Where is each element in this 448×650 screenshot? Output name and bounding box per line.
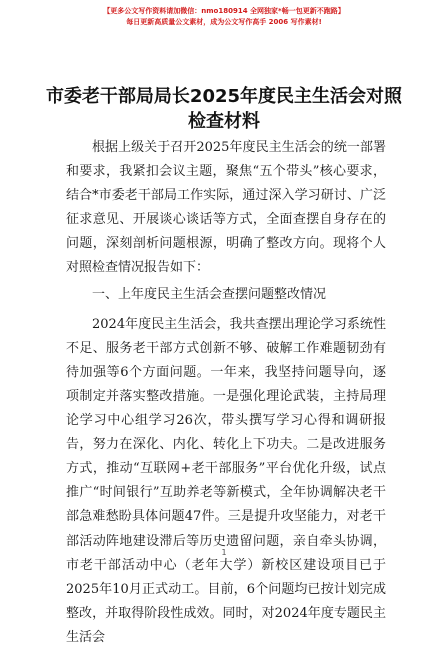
section-heading: 一、上年度民主生活会查摆问题整改情况	[92, 286, 327, 302]
intro-paragraph: 根据上级关于召开2025年度民主生活会的统一部署和要求，我紧扣会议主题，聚焦“五个带头”核心要求，结合*市委老干部局工作实际，通过深入学习研讨、广泛征求意见、开展谈心谈话等方式，全面查摆自身存在的问题，深刻剖析问题根源，明确了整改方向。现将个人对照检查情况报告如下：	[66, 140, 386, 276]
promo-banner	[0, 6, 448, 28]
promo-banner-line-1: 【更多公文写作资料请加微信：nmo180914 全网独家*畅一包更新不跑路】	[103, 7, 345, 15]
promo-banner-line-2: 每日更新高质量公文素材，成为公文写作高手 2006 写作素材!	[126, 18, 322, 26]
document-title: 市委老干部局局长2025年度民主生活会对照检查材料	[45, 86, 403, 132]
page-number: 1	[221, 548, 227, 557]
body-paragraph: 2024年度民主生活会，我共查摆出理论学习系统性不足、服务老干部方式创新不够、破解工作难题韧劲有待加强等6个方面问题。一年来，我坚持问题导向，逐项制定并落实整改措施。一是强化理论武装，主持局理论学习中心组学习26次，带头撰写学习心得和调研报告，努力在深化、内化、转化上下功夫。二是改进服务方式，推动“互联网+老干部服务”平台优化升级，试点推广“时间银行”互助养老等新模式，全年协调解决老干部急难愁盼具体问题47件。三是提升攻坚能力，对老干部活动阵地建设滞后等历史遗留问题，亲自牵头协调，市老干部活动中心（老年大学）新校区建设项目已于2025年10月正式动工。目前，6个问题均已按计划完成整改，并取得阶段性成效。同时，对2024年度专题民主生活会	[66, 316, 386, 645]
document-body	[66, 136, 386, 650]
